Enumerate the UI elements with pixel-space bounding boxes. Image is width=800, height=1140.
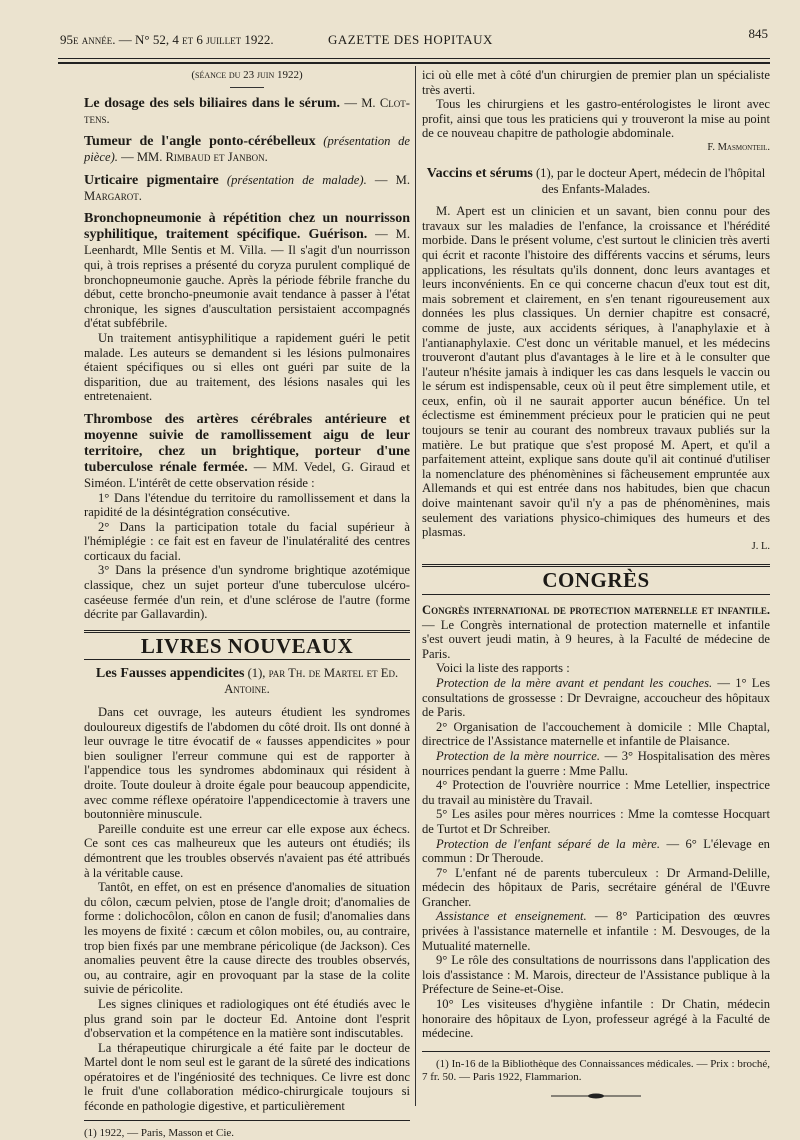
report-item: 5° Les asiles pour mères nourrices : Mme la comtesse Hocquart de Turtot et Dr Schreiber. xyxy=(422,807,770,836)
article-urticaire: Urticaire pigmentaire (présentation de malade). — M. Margarot. xyxy=(84,172,410,203)
section-rule xyxy=(84,630,410,633)
issue-line: 95e année. — N° 52, 4 et 6 juillet 1922. xyxy=(60,32,274,47)
section-rule xyxy=(422,564,770,567)
paragraph: 1° Dans l'étendue du territoire du ramollissement et dans la rapidité de la désintégration consécutive. xyxy=(84,490,410,520)
article-thrombose: Thrombose des artères cérébrales antérieure et moyenne suivie de ramollissement aigu de leur territoire, chez un brightique, porteur d'une tuberculose rénale fermée. — MM. Vedel, G. Giraud et Siméon. L'intérêt de cette observation réside : xyxy=(84,411,410,490)
section-heading-livres: LIVRES NOUVEAUX xyxy=(140,633,354,658)
signature: F. Masmonteil. xyxy=(707,141,770,153)
report-item: 10° Les visiteuses d'hygiène infantile : Dr Chatin, médecin honoraire des hôpitaux de Lyon, professeur agrégé à la Faculté de médecine. xyxy=(422,997,770,1041)
right-column xyxy=(422,68,770,1104)
article-tumeur: Tumeur de l'angle ponto-cérébelleux (présentation de pièce). — MM. Rimbaud et Janbon. xyxy=(84,134,410,165)
footnote: (1) 1922, — Paris, Masson et Cie. xyxy=(84,1126,235,1139)
paragraph: Tantôt, en effet, on est en présence d'anomalies de situation du côlon, cæcum pelvien, ptose de l'angle droit; d'anomalies de forme : dolichocôlon, côlon en canon de fusil; d'anomalies dans les moyens de fixité : cæcum et côlon mobiles, ou, au contraire, trop bien fixés par une membrane péricolique (de Jackson). Ces anomalies peuvent être la cause directe des troubles observés, ou, au contraire, agir en provoquant par la stase de la colite suivie de péricolite. xyxy=(84,880,410,997)
paragraph: M. Apert est un clinicien et un savant, bien connu pour des travaux sur les maladies de l'enfance, la croissance et l'hérédité morbide. Dans le présent volume, c'est surtout le clinicien très averti qui écrit et raconte l'histoire des différents vaccins et sérums, leurs applications, les résultats qu'ils donnent, donc leurs avantages et leurs inconvénients. En ce qui concerne chacun d'eux tout est dit, mais sobrement et clairement, en s'en tenant rigoureusement aux données les plus classiques. Un dernier chapitre est consacré, comme de juste, aux accidents sériques, à l'anaphylaxie et à l'antianaphylaxie. C'est donc un véritable manuel, et les médecins trouveront d'autant plus d'avantages à le lire et à le consulter que l'auteur n'hésite jamais à indiquer les cas dans lesquels le vaccin ou le sérum est indispensable, ceux où il peut être simplement utile, et ceux, enfin, où il ne saurait apporter aucun bénéfice. Un tel éclectisme est éminemment précieux pour le praticien qui ne peut toujours se tenir au courant des nombreux travaux publiés sur la matière. Le but pratique que s'est proposé M. Apert, et qu'il a parfaitement atteint, explique sans doute qu'il ait continué d'utiliser la nomenclature des phénomènines si fâcheusement empruntée aux Allemands et qui est entrée dans nos habitudes, bien que chacun doive maintenant savoir qu'il n'y a pas de phénomènines, mais seulement des variations physico-chimiques des humeurs et des plasmas. xyxy=(422,204,770,540)
section-rule xyxy=(422,594,770,595)
paragraph: Un traitement antisyphilitique a rapidement guéri le petit malade. Les auteurs se demandent si les lésions pulmonaires étaient spécifiques ou si elles ont guéri par suite de la disparition, due au traitement, des lésions nasales qui les entretenaient. xyxy=(84,330,410,404)
left-column xyxy=(84,68,410,1140)
paragraph: Voici la liste des rapports : xyxy=(436,661,570,676)
session-date: (séance du 23 juin 1922) xyxy=(191,69,303,81)
report-item: Assistance et enseignement. — 8° Participation des œuvres privées à l'assistance maternelle et infantile : M. Desvouges, de la Mutualité maternelle. xyxy=(422,909,770,953)
header-rule-thick xyxy=(58,62,770,64)
congress-announcement: Congrès international de protection maternelle et infantile. — Le Congrès international de protection maternelle et infantile s'est ouvert jeudi matin, à 9 heures, à la Faculté de médecine de Paris. xyxy=(422,603,770,661)
paragraph: Tous les chirurgiens et les gastro-entérologistes le liront avec profit, ainsi que tous les praticiens qui y trouveront la mise au point de ce nouveau chapitre de pathologie abdominale. xyxy=(422,97,770,141)
report-item: Protection de l'enfant séparé de la mère. — 6° L'élevage en commun : Dr Theroude. xyxy=(422,836,770,866)
report-item: Protection de la mère nourrice. — 3° Hospitalisation des mères nourrices pendant la guerre : Mme Pallu. xyxy=(422,748,770,778)
article-sels-biliaires: Le dosage des sels biliaires dans le sérum. — M. Clot-tens. xyxy=(84,95,410,126)
paragraph: 3° Dans la présence d'un syndrome brightique azotémique classique, chez un sujet porteur d'une tuberculose ulcéro-caséeuse fermée d'un rein, et d'une sclérose de l'autre (forme décrite par Gallavardin). xyxy=(84,563,410,622)
page-header xyxy=(60,26,770,50)
paragraph: 2° Dans la participation totale du facial supérieur à l'hémiplégie : ce fait est en faveur de l'inulatéralité des centres corticaux du facial. xyxy=(84,519,410,563)
paragraph: La thérapeutique chirurgicale a été faite par le docteur de Martel dont le nom seul est le garant de la sûreté des indications opératoires et de l'ingéniosité des techniques. Ce livre est donc le fruit d'une collaboration médico-chirurgicale toujours si féconde en pathologie digestive, et particulièrement xyxy=(84,1040,410,1114)
article-bronchopneumonie: Bronchopneumonie à répétition chez un nourrisson syphilitique, traitement spécifique. Guérison. — M. Leenhardt, Mlle Sentis et M. Villa. — Il s'agit d'un nourrisson qui, à trois reprises a présenté du coryza purulent compliqué de bronchopneumonie gauche. Après la période fébrile franche du début, cette broncho-pneumonie avait tendance à passer à l'état chronique, les signes d'auscultation persistaient accompagnés d'état subfébrile. xyxy=(84,211,410,331)
report-item: 4° Protection de l'ouvrière nourrice : Mme Letellier, inspectrice du travail au ministère du Travail. xyxy=(422,778,770,807)
paragraph: Pareille conduite est une erreur car elle expose aux échecs. Ce sont ces cas malheureux que les auteurs ont étudiés; ils démontrent que les troubles observés n'avaient pas été attribués à la véritable cause. xyxy=(84,821,410,880)
paragraph: Les signes cliniques et radiologiques ont été étudiés avec le plus grand soin par le docteur Ed. Antoine dont l'esprit d'observation et la compétence en la matière sont indiscutables. xyxy=(84,996,410,1041)
section-rule xyxy=(84,659,410,660)
journal-title: GAZETTE DES HOPITAUX xyxy=(328,32,493,47)
ornament-icon xyxy=(551,1092,641,1100)
footnote-rule xyxy=(84,1120,410,1121)
report-item: 7° L'enfant né de parents tuberculeux : Dr Armand-Delille, médecin des hôpitaux de Paris, secrétaire général de l'Œuvre Grancher. xyxy=(422,865,770,909)
report-item: 2° Organisation de l'accouchement à domicile : Mlle Chaptal, directrice de l'Assistance maternelle et infantile de Plaisance. xyxy=(422,719,770,749)
end-flourish xyxy=(422,1090,770,1105)
page-number: 845 xyxy=(748,26,768,41)
signature: J. L. xyxy=(751,540,770,552)
header-rule xyxy=(58,58,770,59)
section-heading-congres: CONGRÈS xyxy=(542,568,650,593)
book-fausses-appendicites: Les Fausses appendicites (1), par Th. de Martel et Ed. Antoine. xyxy=(95,666,399,697)
footnote: (1) In-16 de la Bibliothèque des Connaissances médicales. — Prix : broché, 7 fr. 50. — Paris 1922, Flammarion. xyxy=(422,1057,770,1083)
footnote-rule xyxy=(422,1051,770,1052)
column-divider xyxy=(415,66,416,1106)
report-item: Protection de la mère avant et pendant les couches. — 1° Les consultations de grossesse : Dr Devraigne, accoucheur des hôpitaux de Paris. xyxy=(422,675,770,720)
report-item: 9° Le rôle des consultations de nourrissons dans l'application des lois d'assistance : M. Marois, directeur de l'Assistance publique à la Préfecture de Seine-et-Oise. xyxy=(422,953,770,997)
paragraph: Dans cet ouvrage, les auteurs étudient les syndromes douloureux digestifs de l'abdomen du côté droit. Ils ont donné à leur ouvrage le titre évocatif de « fausses appendicites » pour bien souligner l'erreur commune qui est de rapporter à l'appendice tous les syndromes abdominaux qui résident à droite. Toute douleur à droite égale pour beaucoup appendicite, avec comme réflexe opératoire l'appendicectomie à travers une boutonnière minuscule. xyxy=(84,705,410,822)
short-rule xyxy=(230,87,264,88)
paragraph: ici où elle met à côté d'un chirurgien de premier plan un spécialiste très averti. xyxy=(422,68,770,97)
book-vaccins-serums: Vaccins et sérums (1), par le docteur Apert, médecin de l'hôpital des Enfants-Malades. xyxy=(426,165,766,196)
